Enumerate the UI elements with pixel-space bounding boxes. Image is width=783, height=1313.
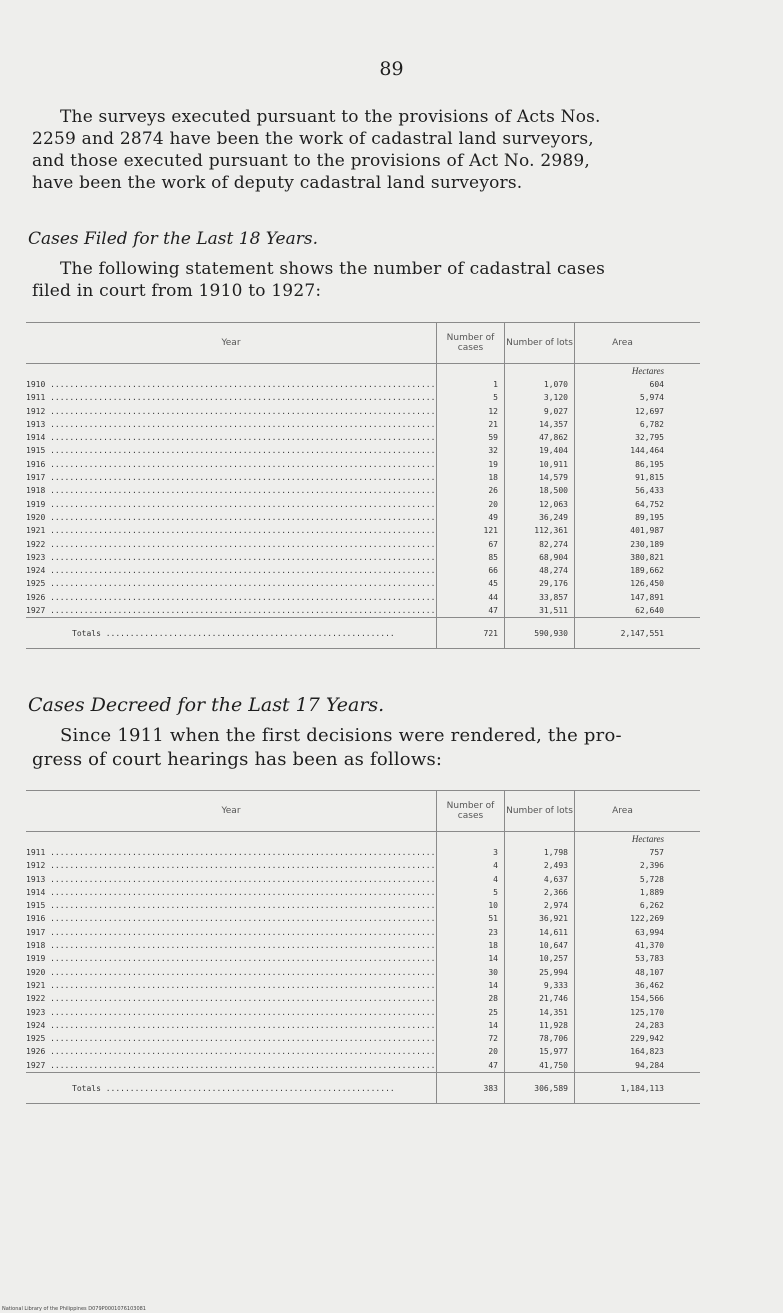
header-area: Area [574,323,670,363]
cell-cases: 18 [488,473,498,483]
cell-cases: 28 [488,994,498,1004]
cell-lots: 9,333 [543,980,568,990]
cell-area: 6,782 [639,419,664,429]
cell-lots: 36,921 [539,914,568,924]
cell-lots: 47,862 [539,433,568,443]
cell-lots: 2,493 [543,861,568,871]
cell-cases: 14 [488,980,498,990]
table-header [26,323,700,364]
totals-label: Totals ............................................................ [72,628,395,638]
cases-column [436,364,504,617]
cell-area: 63,994 [635,927,664,937]
cell-year: 1912 ................................................................................ [26,861,436,871]
cell-year: 1918 ................................................................................ [26,486,436,496]
section-heading-cases-decreed: Cases Decreed for the Last 17 Years. [28,694,385,716]
cell-lots: 33,857 [539,592,568,602]
cell-cases: 1 [493,380,498,389]
cell-year: 1914 ................................................................................ [26,433,436,443]
totals-area: 2,147,551 [574,618,670,648]
cell-year: 1922 ................................................................................ [26,994,436,1004]
header-cases: Number of cases [436,323,504,363]
cell-year: 1921 ................................................................................ [26,526,436,536]
cell-cases: 30 [488,967,498,977]
header-lots: Number of lots [504,323,574,363]
totals-lots: 590,930 [504,618,574,648]
cases-column [436,832,504,1072]
cell-year: 1916 ................................................................................ [26,914,436,924]
cell-lots: 82,274 [539,539,568,549]
cell-lots: 14,611 [539,927,568,937]
header-area: Area [574,791,670,831]
cases-filed-table [26,322,700,649]
cell-lots: 1,798 [543,848,568,857]
cell-cases: 5 [493,393,498,403]
cell-lots: 41,750 [539,1060,568,1070]
cell-lots: 19,404 [539,446,568,456]
cell-area: 2,396 [639,861,664,871]
cell-year: 1918 ................................................................................ [26,941,436,951]
cell-cases: 26 [488,486,498,496]
cell-year: 1923 ................................................................................ [26,552,436,562]
area-column [574,832,670,1072]
cell-year: 1911 ................................................................................ [26,393,436,403]
cell-area: 56,433 [635,486,664,496]
cell-cases: 5 [493,887,498,897]
cell-year: 1911 ................................................................................ [26,848,436,857]
cell-year: 1915 ................................................................................ [26,446,436,456]
cell-lots: 10,911 [539,459,568,469]
cell-area: 5,974 [639,393,664,403]
cell-year: 1924 ................................................................................ [26,1020,436,1030]
cell-area: 154,566 [630,994,664,1004]
cell-area: 604 [649,380,664,389]
cell-cases: 72 [488,1034,498,1044]
cell-cases: 51 [488,914,498,924]
cell-cases: 4 [493,874,498,884]
cell-lots: 68,904 [539,552,568,562]
cell-year: 1924 ................................................................................ [26,566,436,576]
header-year: Year [221,806,241,816]
cell-lots: 36,249 [539,512,568,522]
cell-area: 5,728 [639,874,664,884]
cell-year: 1912 ................................................................................ [26,406,436,416]
cell-cases: 14 [488,1020,498,1030]
cell-lots: 4,637 [543,874,568,884]
cell-year: 1917 ................................................................................ [26,473,436,483]
cell-cases: 47 [488,1060,498,1070]
cell-cases: 3 [493,848,498,857]
cell-lots: 10,647 [539,941,568,951]
cell-cases: 67 [488,539,498,549]
cell-lots: 9,027 [543,406,568,416]
year-column [26,832,436,1072]
cell-area: 1,889 [639,887,664,897]
cell-year: 1927 ................................................................................ [26,1060,436,1070]
header-cases: Number of cases [436,791,504,831]
header-year: Year [221,338,241,348]
cell-lots: 1,070 [543,380,568,389]
cell-year: 1915 ................................................................................ [26,901,436,911]
intro-line: The surveys executed pursuant to the provisions of Acts Nos. [60,107,601,127]
cell-cases: 4 [493,861,498,871]
page-number: 89 [379,58,404,80]
cell-lots: 25,994 [539,967,568,977]
cell-lots: 14,357 [539,419,568,429]
intro-line: and those executed pursuant to the provisions of Act No. 2989, [32,151,591,171]
cell-year: 1920 ................................................................................ [26,512,436,522]
cell-year: 1914 ................................................................................ [26,887,436,897]
cell-area: 12,697 [635,406,664,416]
totals-area: 1,184,113 [574,1073,670,1103]
section1-paragraph [32,258,712,302]
cell-year: 1926 ................................................................................ [26,592,436,602]
cell-lots: 11,928 [539,1020,568,1030]
cell-year: 1917 ................................................................................ [26,927,436,937]
cell-area: 6,262 [639,901,664,911]
section2-line: Since 1911 when the first decisions were rendered, the pro- [60,725,622,746]
cell-area: 144,464 [630,446,664,456]
cell-area: 401,987 [630,526,664,536]
cell-area: 125,170 [630,1007,664,1017]
cell-area: 147,891 [630,592,664,602]
cell-lots: 29,176 [539,579,568,589]
cell-area: 36,462 [635,980,664,990]
cell-cases: 32 [488,446,498,456]
footer-credit: National Library of the Philippines D079P0001076103081 [2,1306,146,1312]
cell-lots: 3,120 [543,393,568,403]
cell-lots: 18,500 [539,486,568,496]
cell-year: 1920 ................................................................................ [26,967,436,977]
cell-area: 62,640 [635,606,664,616]
cell-area: 48,107 [635,967,664,977]
cell-year: 1925 ................................................................................ [26,1034,436,1044]
cell-year: 1910 ................................................................................ [26,380,436,389]
section2-line: gress of court hearings has been as follows: [32,749,443,770]
cell-year: 1926 ................................................................................ [26,1047,436,1057]
cell-cases: 19 [488,459,498,469]
totals-label: Totals ............................................................ [72,1083,395,1093]
cell-lots: 14,351 [539,1007,568,1017]
cell-area: 86,195 [635,459,664,469]
table-header [26,791,700,832]
cell-lots: 15,977 [539,1047,568,1057]
section1-line: The following statement shows the number of cadastral cases [60,259,606,279]
cell-area: 53,783 [635,954,664,964]
cell-area: 32,795 [635,433,664,443]
cell-area: 24,283 [635,1020,664,1030]
cell-cases: 25 [488,1007,498,1017]
cell-year: 1927 ................................................................................ [26,606,436,616]
cell-area: 757 [649,848,664,857]
cell-cases: 23 [488,927,498,937]
cases-decreed-table [26,790,700,1104]
area-unit: Hectares [631,834,664,844]
totals-cases: 721 [436,618,504,648]
section2-paragraph [32,724,712,772]
cell-lots: 12,063 [539,499,568,509]
cell-area: 41,370 [635,941,664,951]
cell-year: 1922 ................................................................................ [26,539,436,549]
cell-lots: 2,366 [543,887,568,897]
cell-cases: 14 [488,954,498,964]
area-column [574,364,670,617]
table-body [26,364,700,617]
cell-lots: 112,361 [534,526,568,536]
cell-lots: 10,257 [539,954,568,964]
cell-area: 94,284 [635,1060,664,1070]
cell-cases: 49 [488,512,498,522]
cell-lots: 21,746 [539,994,568,1004]
year-column [26,364,436,617]
cell-area: 189,662 [630,566,664,576]
cell-cases: 47 [488,606,498,616]
cell-lots: 31,511 [539,606,568,616]
lots-column [504,364,574,617]
cell-area: 126,450 [630,579,664,589]
table-body [26,832,700,1072]
cell-year: 1913 ................................................................................ [26,419,436,429]
totals-cases: 383 [436,1073,504,1103]
cell-cases: 85 [488,552,498,562]
intro-line: have been the work of deputy cadastral land surveyors. [32,173,523,193]
cell-cases: 21 [488,419,498,429]
cell-year: 1916 ................................................................................ [26,459,436,469]
cell-area: 164,823 [630,1047,664,1057]
intro-paragraph [32,106,712,194]
cell-year: 1913 ................................................................................ [26,874,436,884]
section1-line: filed in court from 1910 to 1927: [32,281,322,301]
cell-cases: 45 [488,579,498,589]
cell-cases: 66 [488,566,498,576]
cell-area: 89,195 [635,512,664,522]
lots-column [504,832,574,1072]
cell-cases: 12 [488,406,498,416]
area-unit: Hectares [631,366,664,376]
cell-lots: 78,706 [539,1034,568,1044]
cell-area: 230,189 [630,539,664,549]
cell-area: 122,269 [630,914,664,924]
cell-cases: 18 [488,941,498,951]
cell-cases: 59 [488,433,498,443]
cell-year: 1919 ................................................................................ [26,499,436,509]
intro-line: 2259 and 2874 have been the work of cadastral land surveyors, [32,129,594,149]
cell-area: 380,821 [630,552,664,562]
cell-cases: 20 [488,1047,498,1057]
cell-lots: 2,974 [543,901,568,911]
totals-row [26,1072,700,1103]
cell-area: 229,942 [630,1034,664,1044]
cell-year: 1925 ................................................................................ [26,579,436,589]
header-lots: Number of lots [504,791,574,831]
cell-lots: 48,274 [539,566,568,576]
cell-cases: 121 [483,526,498,536]
totals-lots: 306,589 [504,1073,574,1103]
cell-area: 91,815 [635,473,664,483]
totals-row [26,617,700,648]
cell-lots: 14,579 [539,473,568,483]
cell-year: 1921 ................................................................................ [26,980,436,990]
section-heading-cases-filed: Cases Filed for the Last 18 Years. [28,229,318,249]
cell-year: 1919 ................................................................................ [26,954,436,964]
cell-year: 1923 ................................................................................ [26,1007,436,1017]
cell-area: 64,752 [635,499,664,509]
cell-cases: 44 [488,592,498,602]
cell-cases: 10 [488,901,498,911]
cell-cases: 20 [488,499,498,509]
